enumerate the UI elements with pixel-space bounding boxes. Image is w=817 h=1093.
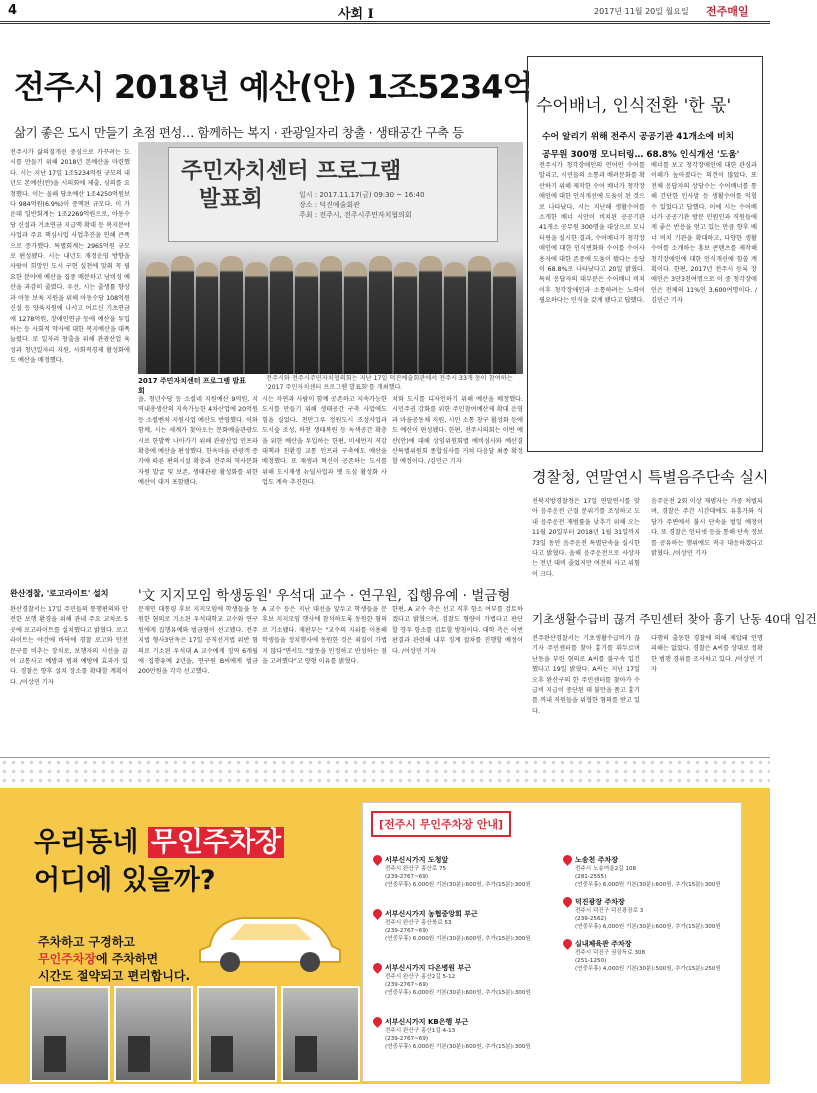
main-photo [138, 142, 523, 374]
location-pin-icon [561, 937, 574, 950]
ad-desc-line1: 주차하고 구경하고 [38, 935, 135, 949]
parking-lot-entry [575, 939, 721, 974]
side-subheadline-1: 수어 알리기 위해 전주시 공공기관 41개소에 비치 [542, 132, 735, 142]
middle-article-col3: 한편, A 교수 측은 선고 직후 항소 여부를 검토하겠다고 밝혔으며, 검찰도 형량이 가볍다고 판단할 경우 항소를 검토할 방침이다. 대학 측은 이번 판결과 관련해 내부 징계 절차를 진행할 예정이다. /이상민 기자 [392, 606, 523, 655]
ad-desc-line3: 시간도 절약되고 편리합니다. [38, 969, 191, 983]
photo-banner [168, 147, 498, 242]
ad-title-prefix: 우리동네 [34, 827, 139, 858]
parking-lot-addr: 전주시 덕진구 권삼득로 308 [575, 950, 646, 956]
parking-lot-fee: (연중무휴) 6,000원 기본(30분):600원, 추가(15분):300원 [575, 924, 721, 931]
photo-banner-line1: 주민자치센터 프로그램 [181, 159, 402, 184]
section-name: 사회 Ⅰ [338, 7, 374, 22]
parking-lot-name: 실내체육관 주차장 [575, 940, 632, 948]
page-number: 4 [8, 3, 18, 18]
ad-title-highlight: 무인주차장 [148, 827, 284, 858]
side-article-col1: 전주시가 청각장애인의 언어인 수어를 알리고, 시민들의 소통과 배려문화를 확산하기 위해 제작한 수어 배너가 청각장애인에 대한 인식개선에 도움이 된 것으로 나타났다. 시는 지난해 생활수어를 소개한 배너 시안이 비치된 공공기관 41개소 공무원 300명을 대상으로 모니터링을 실시한 결과, 수어배너가 청각장애인에 대한 인식변화와 수어를 수어사용자에 대한 존중에 도움이 됐다는 응답이 68.8%로 나타났다고 20일 밝혔다. 특히 응답자의 대부분은 수어배너 비치 이후 청각장애인과 소통하려는 노력이 필요하다는 인식을 갖게 됐다고 답했다. [539, 162, 645, 305]
parking-lot-addr: 전주시 완산구 홍산2길 5-12 [385, 974, 456, 980]
main-subheadline: 삶기 좋은 도시 만들기 초점 편성… 함께하는 복지 · 관광일자리 창출 · 생태공간 구축 등 [14, 125, 464, 140]
brief-body: 완산경찰서는 17일 주민들의 통행편의와 안전한 보행 환경을 위해 관내 주요 교차로 5곳에 로고라이트를 설치했다고 밝혔다. 로고라이트는 야간에 바닥에 경찰 로고와 안전 문구를 비추는 장치로, 보행자의 시선을 끌어 교통사고 예방과 범죄 예방에 효과가 있다. 경찰은 향후 설치 장소를 확대할 계획이다. /이상민 기자 [10, 606, 128, 686]
ad-dot-band [0, 758, 770, 788]
parking-lot-tel: (239-2767~69) [385, 1036, 429, 1043]
location-pin-icon [371, 961, 384, 974]
location-pin-icon [371, 1015, 384, 1028]
main-article-col2: 을, 청년수당 등 소셜네 지원예산 9억원, 지역내총생산의 지속가능한 4차산업에 20억원 등 소셜벤처 지원사업 예산도 반영했다. 이와 함께, 시는 세계가 찾아오는 문화예술관광도시로 한발짝 나아가기 위해 관광산업 인프라 확충에 예산을 편성했다. 한옥마을 관광객 증가에 따른 편의시설 확충과 전주의 역사문화 자원 발굴 및 보존, 생태관광 활성화를 위한 예산이 대거 포함됐다. [138, 396, 258, 487]
middle-article-col2: A 교수 등은 지난 대선을 앞두고 학생들을 문 후보 지지모임 행사에 참석하도록 동원한 혐의로 기소됐다. 재판부는 "교수의 지위를 이용해 학생들을 정치행사에 동원한 것은 죄질이 가볍지 않다"면서도 "잘못을 인정하고 반성하는 점을 고려했다"고 양형 이유를 밝혔다. [262, 606, 387, 666]
photo-caption-lead: 2017 주민자치센터 프로그램 발표회 [138, 377, 246, 395]
parking-lot-tel: (239-2767~69) [385, 928, 429, 935]
parking-lot-name: 노송천 주차장 [575, 856, 619, 864]
ad-desc-line2 [38, 951, 190, 968]
parking-lot-fee: (연중무휴) 6,000원 기본(30분):600원, 추가(15분):300원 [385, 936, 531, 943]
ad-desc-rest: 에 주차하면 [95, 952, 159, 966]
ad-photo [30, 986, 110, 1082]
side-headline: 수어배너, 인식전환 '한 몫' [536, 96, 732, 116]
parking-lot-addr: 전주시 완산구 홍산1길 4-13 [385, 1028, 456, 1034]
parking-lot-tel: (239-2562) [575, 916, 607, 923]
parking-lot-entry [385, 1017, 531, 1052]
ad-photo [114, 986, 194, 1082]
parking-lot-name: 덕진광장 주차장 [575, 898, 625, 906]
location-pin-icon [371, 853, 384, 866]
police-headline: 경찰청, 연말연시 특별음주단속 실시 [532, 468, 769, 486]
parking-lot-entry [575, 897, 721, 932]
location-pin-icon [371, 907, 384, 920]
middle-article-col1: 문재인 대통령 후보 지지모임에 학생들을 동원한 혐의로 기소된 우석대학교 교수와 연구원에게 집행유예와 벌금형이 선고됐다. 전주지법 형사3단독은 17일 공직선거법 위반 혐의로 기소된 우석대 A 교수에게 징역 6개월에 집행유예 2년을, 연구원 B씨에게 벌금 200만원을 각각 선고했다. [138, 606, 258, 676]
main-headline: 전주시 2018년 예산(안) 1조5234억 [14, 68, 533, 106]
parking-lot-fee: (연중무휴) 6,000원 기본(30분):600원, 추가(15분):300원 [385, 1044, 531, 1051]
parking-lot-entry [575, 855, 721, 890]
parking-lot-tel: (239-2767~69) [385, 982, 429, 989]
side-subheadline-2: 공무원 300명 모니터링… 68.8% 인식개선 '도움' [542, 150, 740, 160]
main-article-col3: 시는 자연과 사람이 함께 공존하고 지속가능한 도시를 만들기 위해 생태공간 구축 사업에도 힘을 실었다. 천만그루 정원도시 조성사업과 도시숲 조성, 하천 생태복원 등 녹색공간 확충을 위한 예산을 투입하는 한편, 미세먼지 저감 대책과 친환경 교통 인프라 구축에도 예산을 배정했다. 또 재생과 혁신이 공존하는 도시를 위해 도시재생 뉴딜사업과 옛 도심 활성화 사업도 계속 추진한다. [262, 396, 387, 487]
police-article-col1: 전북지방경찰청은 17일 연말연시를 맞아 음주운전 근절 분위기를 조성하고 도내 음주운전 재범률을 낮추기 위해 오는 11월 20일부터 2018년 1월 31일까지 73일 동안 음주운전 특별단속을 실시한다고 밝혔다. 올해 음주운전으로 사상자는 전년 대비 줄었지만 여전히 사고 위험이 크다. [532, 498, 640, 578]
parking-lot-name: 서부신시가지 다온병원 부근 [385, 964, 472, 972]
parking-lot-entry [385, 963, 531, 998]
car-icon [190, 896, 350, 976]
ad-photos [30, 986, 360, 1082]
parking-lot-addr: 전주시 덕진구 덕진광장로 3 [575, 908, 644, 914]
newspaper-name: 전주매일 [706, 5, 749, 18]
photo-caption: 전주시와 전주시주민자치협의회는 지난 17일 덕진예술회관에서 전주시 33개 동이 참여하는 '2017 주민자치센터 프로그램 발표회'를 개최했다. [266, 375, 513, 391]
ad-desc-red: 무인주차장 [38, 952, 96, 966]
parking-lot-tel: (281-2555) [575, 874, 607, 881]
parking-lot-entry [385, 855, 531, 890]
parking-lot-addr: 전주시 노송여울2길 108 [575, 866, 637, 872]
side-article-box [527, 56, 763, 452]
ad-title-line1 [34, 820, 284, 859]
photo-banner-line2: 발표회 [199, 187, 263, 212]
parking-lot-tel: (239-2767~69) [385, 874, 429, 881]
ad-title-line2: 어디에 있을까? [34, 865, 216, 896]
middle-headline: '文 지지모임 학생동원' 우석대 교수 · 연구원, 집행유예 · 벌금형 [138, 588, 511, 604]
parking-advertisement [0, 757, 770, 1093]
page-header [0, 0, 770, 24]
side-article-col2: 배너를 보고 청각장애인에 대한 관심과 이해가 높아졌다는 의견이 많았다. 또 전체 응답자의 상당수는 수어배너를 통해 간단한 인사말 등 생활수어를 익힐 수 있었다고 답했다. 이에 시는 수어배너가 공공기관 방문 민원인과 직원들에게 좋은 반응을 얻고 있는 만큼 향후 배너 비치 기관을 확대하고, 다양한 생활수어를 소개하는 홍보 콘텐츠를 제작해 청각장애인에 대한 인식개선에 힘쓸 계획이다. 한편, 2017년 전주시 등록 장애인은 3만3천여명으로 이 중 청각장애인은 전체의 11%인 3,600여명이다. /김민근 기자 [651, 162, 757, 305]
ad-description [38, 934, 190, 985]
ad-photo [197, 986, 277, 1082]
parking-lot-name: 서부신시가지 농협중앙회 부근 [385, 910, 478, 918]
right-bottom-col2: 다행히 출동한 경찰에 의해 제압돼 인명 피해는 없었다. 경찰은 A씨를 상대로 정확한 범행 경위를 조사하고 있다. /이상민 기자 [651, 635, 763, 674]
photo-banner-info: 일시 : 2017.11.17(금) 09:30 ~ 16:40 장소 : 덕진예술회관 주최 : 전주시, 전주시주민자치협의회 [299, 191, 425, 219]
photo-people [146, 244, 516, 374]
parking-lot-tel: (251-1250) [575, 958, 607, 965]
issue-date: 2017년 11월 20일 월요일 [594, 7, 689, 16]
parking-lot-fee: (연중무휴) 6,000원 기본(30분):600원, 추가(15분):300원 [575, 882, 721, 889]
parking-lot-addr: 전주시 완산구 홍산북로 53 [385, 920, 452, 926]
location-pin-icon [561, 853, 574, 866]
main-article-col1: 전주시가 삶의질개선 중심으로 가꾸려는 도시를 만들기 위해 2018년 본예산을 마련했다. 시는 지난 17일 1조5234억원 규모의 내년도 본예산(안)을 시의회에 제출, 심의를 요청했다. 이는 올해 당초예산 1조4250억원보다 984억원(6.9%)이 증액된 규모다. 이 가운데 일반회계는 1조2269억원으로, 아동수당 신설과 기초연금 지급액 확대 등 복지분야 사업과 주요 핵심사업 사업추진을 인해 큰폭으로 증가했다. 특별회계는 2965억원 규모로 편성됐다. 시는 내년도 재정운영 방향을 사람이 희망인 도시 구현 실천에 맞춰 꼭 필요한 분야에 예산을 집중 배분하고 낭비성 예산을 과감히 줄였다. 우선, 시는 출생률 향상과 아동 보육 지원을 위해 아동수당 108억원 신설 등 양육지원에 나서고 어르신 기초연금에 1278억원, 장애인연금 등에 예산을 투입하는 등 사회적 약자에 대한 복지예산을 대폭 늘렸다. 또 일자리 창출을 위해 관광산업 육성과 청년일자리 지원, 사회적경제 활성화에도 예산을 배정했다. [10, 149, 130, 365]
parking-lot-entry [385, 909, 531, 944]
right-bottom-col1: 전주완산경찰서는 기초생활수급비가 끊기자 주민센터를 찾아 흉기를 휘두르며 난동을 부린 혐의로 A씨를 불구속 입건했다고 19일 밝혔다. A씨는 지난 17일 오후 완산구의 한 주민센터를 찾아가 수급비 지급이 중단된 데 불만을 품고 흉기를 꺼내 직원들을 위협한 혐의를 받고 있다. [532, 635, 640, 715]
brief-headline: 완산경찰, '로고라이트' 설치 [10, 589, 109, 598]
parking-info-title: [전주시 무인주차장 안내] [371, 811, 511, 837]
parking-lot-fee: (연중무휴) 4,000원 기본(30분):500원, 추가(15분):250원 [575, 966, 721, 973]
main-article-col4: 치와 도시를 디자인하기 위해 예산을 배정했다. 시민주권 강화를 위한 주민참여예산제 확대 운영과 마을공동체 지원, 시민 소통 창구 활성화 등에도 예산이 편성됐다. 한편, 전주시의회는 이번 예산(안)에 대해 상임위원회별 예비심사와 예산결산특별위원회 종합심사를 거쳐 다음달 최종 확정할 예정이다. /김민근 기자 [392, 396, 523, 466]
parking-lot-name: 서부신시가지 도청앞 [385, 856, 449, 864]
ad-photo [281, 986, 361, 1082]
parking-info-panel [362, 802, 742, 1082]
parking-lot-name: 서부신시가지 KB은행 부근 [385, 1018, 469, 1026]
parking-lot-fee: (연중무휴) 6,000원 기본(30분):600원, 추가(15분):300원 [385, 882, 531, 889]
police-article-col2: 음주운전 2회 이상 재범자는 가중 처벌되며, 경찰은 주간 시간대에도 유흥가와 식당가 주변에서 불시 단속을 벌일 예정이다. 또 경찰은 인터넷 등을 통해 단속 정보를 공유하는 행위에도 적극 대응하겠다고 밝혔다. /이상민 기자 [651, 498, 763, 558]
right-bottom-headline: 기초생활수급비 끊겨 주민센터 찾아 흉기 난동 40대 입건 [532, 612, 817, 626]
location-pin-icon [561, 895, 574, 908]
parking-lot-fee: (연중무휴) 6,000원 기본(30분):600원, 추가(15분):300원 [385, 990, 531, 997]
parking-lot-addr: 전주시 완산구 홍산로 75 [385, 866, 447, 872]
